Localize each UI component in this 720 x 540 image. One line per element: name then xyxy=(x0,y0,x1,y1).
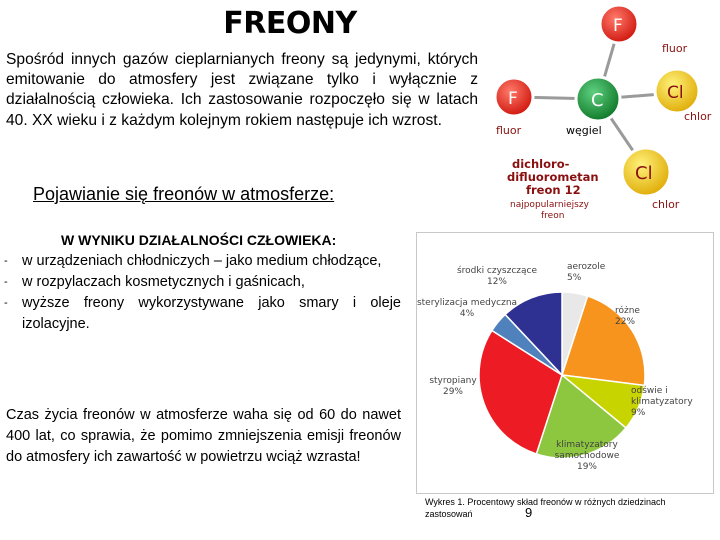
intro-paragraph: Spośród innych gazów cieplarnianych freony są jedynymi, których emitowanie do atmosfery jest związane tylko i wyłącznie z działalnością człowieka. Ich zastosowanie rozpoczęło się w latach 40. XX wieku i z każdym kolejnym rokiem następuje ich wzrost. xyxy=(6,51,478,129)
compound-note: freon xyxy=(541,211,565,221)
slice-label: klimatyzatory samochodowe 19% xyxy=(554,440,620,472)
atom-symbol: Cl xyxy=(635,163,653,184)
list-item: - wyższe freony wykorzystywane jako smary i oleje izolacyjne. xyxy=(6,293,401,335)
slice-label: styropiany 29% xyxy=(429,376,477,397)
atom-symbol: Cl xyxy=(667,83,684,103)
slice-label: aerozole 5% xyxy=(567,262,606,283)
pie-chart-frame xyxy=(416,232,714,494)
usage-list xyxy=(6,251,401,335)
list-item: - w rozpylaczach kosmetycznych i gaśnicach, xyxy=(6,272,401,293)
atom-symbol: F xyxy=(613,16,623,36)
atom-name: fluor xyxy=(496,124,522,137)
chart-caption: Wykres 1. Procentowy skład freonów w różnych dziedzinach zastosowań xyxy=(425,497,666,519)
slice-label: sterylizacja medyczna 4% xyxy=(417,298,518,319)
atom-symbol: C xyxy=(591,90,604,111)
lifetime-paragraph: Czas życia freonów w atmosferze waha się od 60 do nawet 400 lat, co sprawia, że pomimo zmniejszenia emisji freonów do atmosfery ich zawartość w powietrzu wciąż wzrasta! xyxy=(6,407,401,465)
list-item: - w urządzeniach chłodniczych – jako medium chłodzące, xyxy=(6,251,401,272)
slice-label: różne 22% xyxy=(615,306,640,327)
human-activity-section xyxy=(6,230,401,335)
compound-name-line: dichloro- xyxy=(512,157,570,171)
slice-label: środki czyszczące 12% xyxy=(456,266,538,287)
pie-chart xyxy=(417,233,713,493)
section-subheading: Pojawianie się freonów w atmosferze: xyxy=(33,184,335,204)
page-number: 9 xyxy=(525,505,533,520)
atom-name: węgiel xyxy=(566,124,602,137)
compound-note: najpopularniejszy xyxy=(510,200,589,210)
atom-symbol: F xyxy=(508,89,518,109)
human-activity-heading: W WYNIKU DZIAŁALNOŚCI CZŁOWIEKA: xyxy=(61,232,337,248)
atom-name: fluor xyxy=(662,42,688,55)
page-title: FREONY xyxy=(223,6,357,41)
compound-name-line: difluorometan xyxy=(507,170,599,184)
compound-name-line: freon 12 xyxy=(526,183,581,197)
atom-name: chlor xyxy=(684,110,712,123)
atom-name: chlor xyxy=(652,198,680,211)
freon-molecule-diagram xyxy=(486,0,720,230)
slice-label: odświe i klimatyzatory 9% xyxy=(631,386,693,418)
